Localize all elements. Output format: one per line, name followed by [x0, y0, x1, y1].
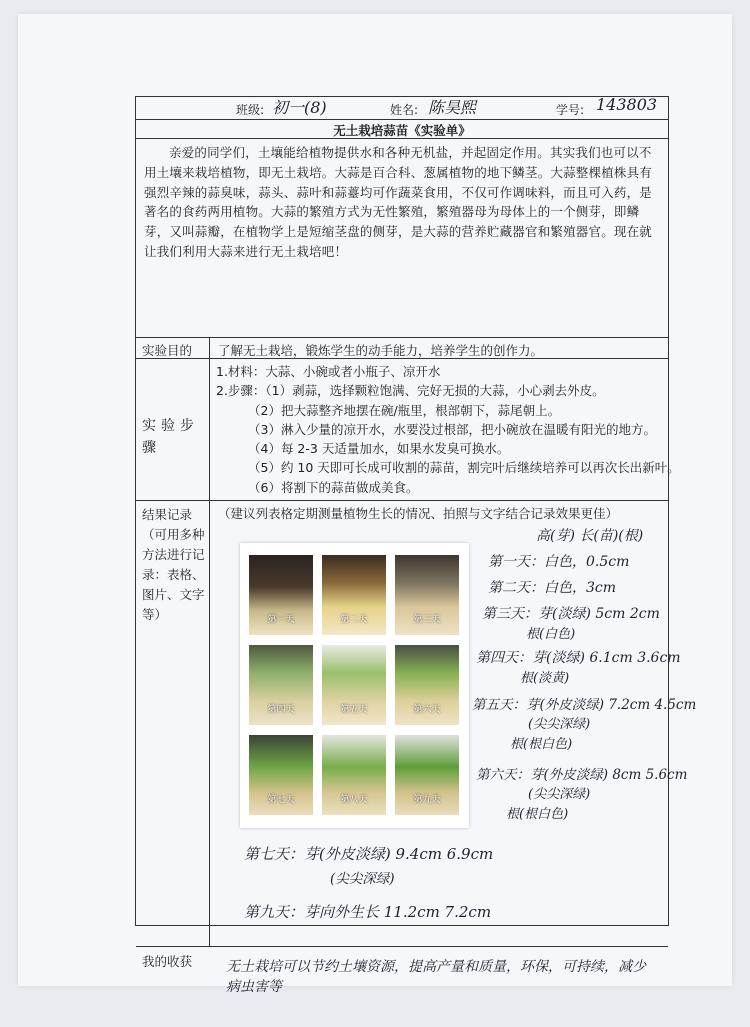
class-value: 初一(8): [272, 98, 327, 117]
note-line: 第九天：芽向外生长 11.2cm 7.2cm: [244, 903, 492, 921]
note-line: 第四天：芽(淡绿) 6.1cm 3.6cm: [476, 650, 681, 666]
note-line: (尖尖深绿): [330, 871, 395, 887]
step-item: （5）约 10 天即可长成可收割的蒜苗，割完叶后继续培养可以再次长出新叶。: [248, 460, 680, 476]
note-line: 根(淡黄): [520, 671, 570, 686]
photo-day-2: [322, 555, 386, 635]
photo-day-6: [395, 645, 459, 725]
photo-caption: 第二天: [340, 615, 368, 625]
photo-day-3: [395, 555, 459, 635]
name-label: 姓名:: [390, 103, 419, 117]
purpose-label-cell: [136, 338, 210, 358]
photo-caption: 第五天: [340, 705, 368, 715]
worksheet-title: 无土栽培蒜苗《实验单》: [333, 123, 471, 138]
photo-day-8: [322, 735, 386, 815]
step-item: 2.步骤：（1）剥蒜，选择颗粒饱满、完好无损的大蒜，小心剥去外皮。: [216, 383, 605, 399]
step-item: （6）将割下的蒜苗做成美食。: [248, 479, 419, 495]
photo-day-4: [249, 645, 313, 725]
purpose-label: 实验目的: [142, 343, 193, 358]
harvest-row: [136, 947, 668, 1027]
worksheet-table: [135, 95, 697, 995]
note-line: 第六天：芽(外皮淡绿) 8cm 5.6cm: [476, 767, 688, 783]
purpose-text: 了解无土栽培，锻炼学生的动手能力，培养学生的创作力。: [218, 343, 544, 358]
purpose-row: [136, 338, 668, 359]
note-line: 第三天：芽(淡绿) 5cm 2cm: [482, 606, 660, 622]
note-line: (尖尖深绿): [528, 717, 591, 732]
intro-paragraph: 亲爱的同学们，土壤能给植物提供水和各种无机盐，并起固定作用。其实我们也可以不用土壤来栽培植物，即无土栽培。大蒜是百合科、葱属植物的地下鳞茎。大蒜整棵植株具有强烈辛辣的蒜臭味，蒜头、蒜叶和蒜薹均可作蔬菜食用，不仅可作调味料，而且可入药，是著名的食药两用植物。大蒜的繁殖方式为无性繁殖，繁殖器母为母体上的一个侧芽，即鳞芽，又叫蒜瓣，在植物学上是短缩茎盘的侧芽，是大蒜的营养贮藏器官和繁殖器官。现在就让我们利用大蒜来进行无土栽培吧！: [144, 145, 653, 259]
step-item: 1.材料：大蒜、小碗或者小瓶子、凉开水: [216, 364, 441, 379]
photo-caption: 第七天: [267, 795, 295, 805]
harvest-label: 我的收获: [142, 954, 193, 969]
steps-list: [216, 362, 680, 497]
title-row: [136, 120, 668, 139]
result-row: [136, 501, 697, 947]
growth-photo-grid: [240, 543, 469, 828]
photo-caption: 第三天: [413, 615, 441, 625]
steps-label: 实验步骤: [142, 418, 199, 456]
note-line: 第五天：芽(外皮淡绿) 7.2cm 4.5cm: [472, 697, 697, 713]
result-label-cell: [136, 501, 210, 946]
photo-day-9: [395, 735, 459, 815]
step-item: （2）把大蒜整齐地摆在碗/瓶里，根部朝下，蒜尾朝上。: [248, 402, 561, 418]
step-item: （3）淋入少量的凉开水，水要没过根部，把小碗放在温暖有阳光的地方。: [248, 421, 656, 437]
note-line: 根(根白色): [510, 737, 573, 752]
harvest-text: 无土栽培可以节约土壤资源，提高产量和质量，环保，可持续，减少病虫害等: [226, 959, 646, 995]
result-label: 结果记录（可用多种方法进行记录：表格、图片、文字等）: [142, 507, 205, 622]
note-line: 根(白色): [526, 627, 576, 642]
intro-row: [136, 139, 668, 338]
note-line: 根(根白色): [506, 807, 569, 822]
steps-row: [136, 359, 680, 501]
photo-caption: 第四天: [267, 705, 295, 715]
note-line: 第一天：白色，0.5cm: [488, 554, 630, 570]
note-header: 高(芽) 长(苗)(根): [536, 528, 644, 544]
photo-day-1: [249, 555, 313, 635]
result-hint: （建议列表格定期测量植物生长的情况、拍照与文字结合记录效果更佳）: [218, 506, 619, 521]
student-id-value: 143803: [596, 95, 658, 114]
photo-caption: 第一天: [267, 615, 295, 625]
name-value: 陈昊熙: [428, 98, 477, 117]
note-line: (尖尖深绿): [528, 787, 591, 802]
paper-sheet: [18, 14, 732, 995]
step-item: （4）每 2-3 天适量加水，如果水发臭可换水。: [248, 441, 510, 457]
photo-caption: 第六天: [413, 705, 441, 715]
class-label: 班级:: [236, 103, 265, 117]
photo-caption: 第八天: [340, 795, 368, 805]
student-id-label: 学号:: [556, 103, 585, 117]
note-line: 第二天：白色，3cm: [488, 580, 617, 596]
photo-day-5: [322, 645, 386, 725]
steps-label-cell: [136, 359, 210, 500]
photo-caption: 第九天: [413, 795, 441, 805]
note-line: 第七天：芽(外皮淡绿) 9.4cm 6.9cm: [244, 845, 494, 863]
photo-day-7: [249, 735, 313, 815]
header-row: [136, 97, 668, 120]
